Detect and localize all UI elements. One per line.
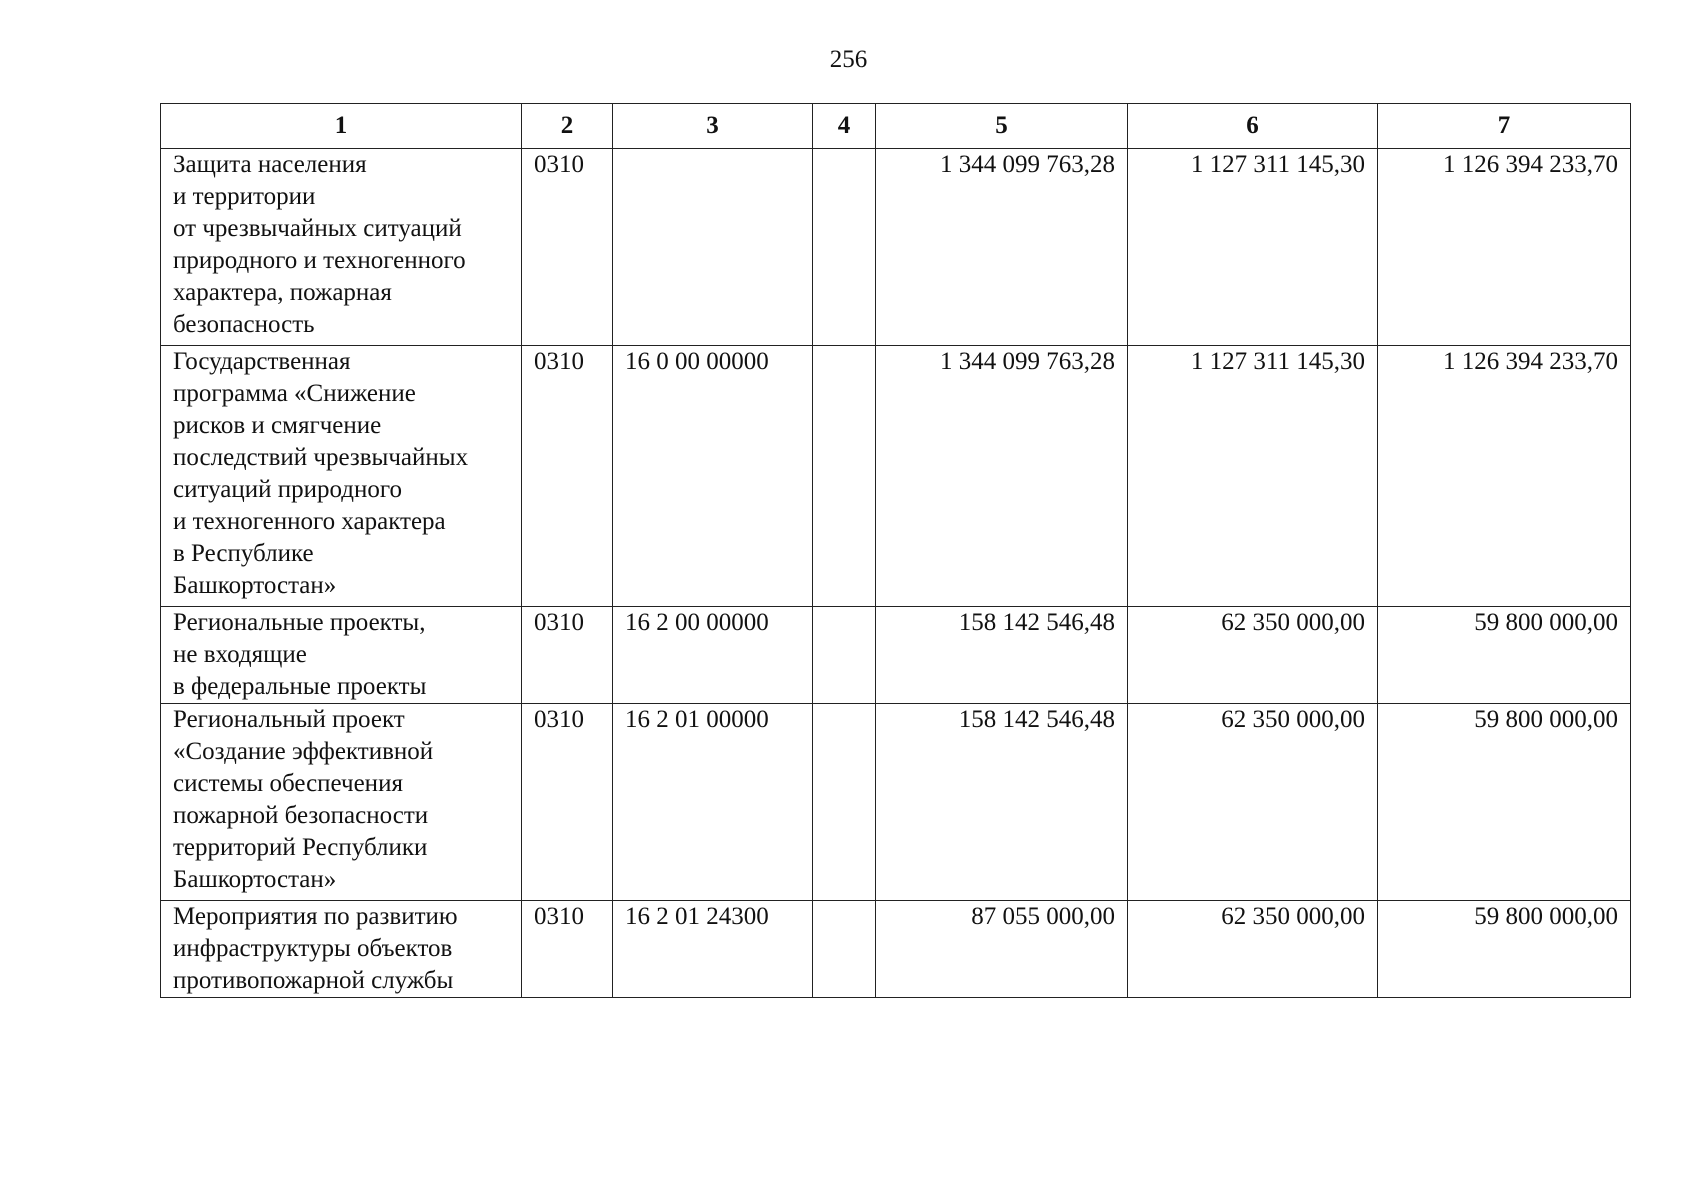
column-header-1: 1: [161, 104, 522, 149]
amount-col-7: 1 126 394 233,70: [1378, 346, 1631, 607]
amount-col-5: 158 142 546,48: [876, 704, 1128, 901]
table-row: [161, 901, 1631, 998]
amount-col-7: 1 126 394 233,70: [1378, 149, 1631, 346]
table-row: [161, 149, 1631, 346]
target-article-code: [613, 149, 813, 346]
expense-type-code: [813, 149, 876, 346]
column-header-7: 7: [1378, 104, 1631, 149]
row-name: Государственная программа «Снижение рисков и смягчение последствий чрезвычайных ситуаций природного и техногенного характера в Республике Башкортостан»: [161, 346, 522, 607]
section-code: 0310: [522, 149, 613, 346]
amount-col-7: 59 800 000,00: [1378, 901, 1631, 998]
expense-type-code: [813, 346, 876, 607]
section-code: 0310: [522, 346, 613, 607]
column-header-4: 4: [813, 104, 876, 149]
column-header-5: 5: [876, 104, 1128, 149]
row-name: Региональный проект «Создание эффективной системы обеспечения пожарной безопасности территорий Республики Башкортостан»: [161, 704, 522, 901]
column-header-3: 3: [613, 104, 813, 149]
amount-col-6: 1 127 311 145,30: [1128, 149, 1378, 346]
header-row: [161, 104, 1631, 149]
section-code: 0310: [522, 607, 613, 704]
expense-type-code: [813, 704, 876, 901]
table-row: [161, 346, 1631, 607]
amount-col-5: 158 142 546,48: [876, 607, 1128, 704]
budget-table: [160, 103, 1631, 998]
amount-col-5: 87 055 000,00: [876, 901, 1128, 998]
column-header-2: 2: [522, 104, 613, 149]
page-number: 256: [829, 46, 868, 73]
amount-col-6: 62 350 000,00: [1128, 607, 1378, 704]
expense-type-code: [813, 901, 876, 998]
section-code: 0310: [522, 901, 613, 998]
column-header-6: 6: [1128, 104, 1378, 149]
amount-col-6: 62 350 000,00: [1128, 901, 1378, 998]
amount-col-5: 1 344 099 763,28: [876, 149, 1128, 346]
row-name: Мероприятия по развитию инфраструктуры объектов противопожарной службы: [161, 901, 522, 998]
table-row: [161, 607, 1631, 704]
amount-col-7: 59 800 000,00: [1378, 704, 1631, 901]
amount-col-6: 62 350 000,00: [1128, 704, 1378, 901]
expense-type-code: [813, 607, 876, 704]
row-name: Защита населения и территории от чрезвычайных ситуаций природного и техногенного характера, пожарная безопасность: [161, 149, 522, 346]
row-name: Региональные проекты, не входящие в федеральные проекты: [161, 607, 522, 704]
target-article-code: 16 2 00 00000: [613, 607, 813, 704]
target-article-code: 16 2 01 00000: [613, 704, 813, 901]
amount-col-7: 59 800 000,00: [1378, 607, 1631, 704]
table-row: [161, 704, 1631, 901]
section-code: 0310: [522, 704, 613, 901]
target-article-code: 16 0 00 00000: [613, 346, 813, 607]
amount-col-6: 1 127 311 145,30: [1128, 346, 1378, 607]
target-article-code: 16 2 01 24300: [613, 901, 813, 998]
amount-col-5: 1 344 099 763,28: [876, 346, 1128, 607]
